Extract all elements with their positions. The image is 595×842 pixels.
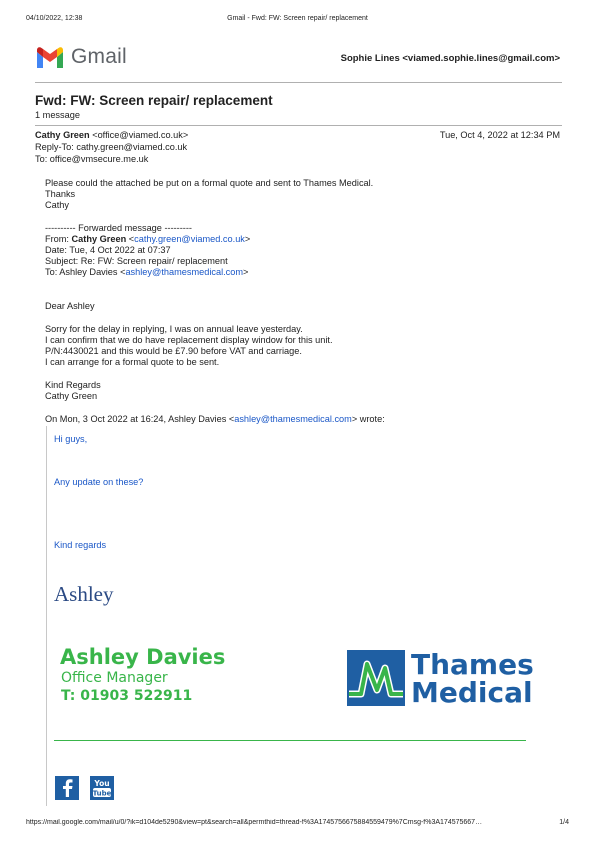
signature-name: Ashley: [54, 582, 114, 606]
quoted-intro-text: On Mon, 3 Oct 2022 at 16:24, Ashley Davies <: [45, 414, 235, 424]
quote-bar: [46, 426, 47, 806]
quoted-intro-wrote: > wrote:: [351, 414, 385, 424]
body-line-1: Please could the attached be put on a formal quote and sent to Thames Medical.: [45, 178, 374, 188]
forward-greeting: Dear Ashley: [45, 301, 95, 311]
quoted-update: Any update on these?: [54, 477, 144, 487]
gmail-wordmark: Gmail: [71, 45, 127, 68]
thames-medical-logo: [347, 648, 534, 710]
quoted-intro: [45, 414, 385, 425]
reply-to: Reply-To: cathy.green@viamed.co.uk: [35, 142, 188, 152]
forward-signature: Cathy Green: [45, 391, 98, 401]
sender-name: Cathy Green: [35, 130, 90, 140]
forward-paragraph-3: P/N:4430021 and this would be £7.90 before VAT and carriage.: [45, 346, 302, 356]
gmail-logo[interactable]: [35, 44, 135, 70]
thread-subject: Fwd: FW: Screen repair/ replacement: [35, 93, 273, 108]
card-phone: T: 01903 522911: [61, 688, 193, 704]
forward-to-bracket-close: >: [243, 267, 249, 277]
message-date: Tue, Oct 4, 2022 at 12:34 PM: [439, 130, 560, 140]
quoted-hi: Hi guys,: [54, 434, 88, 444]
thames-medical-emblem-icon: [347, 650, 405, 706]
facebook-f-glyph: [60, 779, 74, 797]
subject-divider: [35, 125, 562, 126]
thames-line-1: Thames: [411, 648, 534, 681]
thames-line-2: Medical: [411, 676, 533, 709]
card-name: Ashley Davies: [60, 645, 226, 669]
forward-from-bracket-open: <: [126, 234, 135, 244]
forward-from-bracket-close: >: [244, 234, 251, 244]
forward-separator: ---------- Forwarded message ---------: [45, 223, 192, 233]
to-line: To: office@vmsecure.me.uk: [35, 154, 149, 164]
message-count: 1 message: [35, 110, 80, 120]
forward-to: [45, 267, 248, 278]
header-divider: [35, 82, 562, 83]
forward-from-label: From:: [45, 234, 72, 244]
quoted-regards: Kind regards: [54, 540, 107, 550]
gmail-m-icon: [35, 46, 65, 69]
quoted-intro-email-link[interactable]: ashley@thamesmedical.com: [234, 414, 352, 424]
account-label: Sophie Lines <viamed.sophie.lines@gmail.com>: [340, 53, 560, 64]
forward-date: Date: Tue, 4 Oct 2022 at 07:37: [45, 245, 171, 255]
forward-subject: Subject: Re: FW: Screen repair/ replacement: [45, 256, 228, 266]
forward-from-name: Cathy Green: [71, 234, 127, 244]
forward-paragraph-4: I can arrange for a formal quote to be sent.: [45, 357, 220, 367]
signature-divider: [54, 740, 526, 741]
print-footer-page: 1/4: [559, 819, 569, 826]
print-datetime: 04/10/2022, 12:38: [26, 15, 83, 22]
body-line-2: Thanks: [45, 189, 76, 199]
print-footer-url: https://mail.google.com/mail/u/0/?ik=d104de5290&view=pt&search=all&permthid=thread-f%3A1745756675884559479%7Cmsg-f%3A174575667…: [26, 819, 483, 826]
forward-signoff: Kind Regards: [45, 380, 101, 390]
forward-to-label: To: Ashley Davies <: [45, 267, 126, 277]
print-page-title: Gmail - Fwd: FW: Screen repair/ replacement: [227, 15, 368, 22]
youtube-icon[interactable]: [90, 776, 114, 800]
sender-email: <office@viamed.co.uk>: [92, 130, 189, 140]
forward-to-email-link[interactable]: ashley@thamesmedical.com: [125, 267, 244, 277]
facebook-icon[interactable]: [55, 776, 79, 800]
youtube-glyph: [92, 777, 112, 799]
svg-text:You: You: [94, 779, 110, 788]
forward-from-email-link[interactable]: cathy.green@viamed.co.uk: [134, 234, 245, 244]
forward-from: [45, 234, 250, 245]
forward-paragraph-1: Sorry for the delay in replying, I was on annual leave yesterday.: [45, 324, 303, 334]
card-title: Office Manager: [61, 670, 168, 686]
forward-paragraph-2: I can confirm that we do have replacement display window for this unit.: [45, 335, 333, 345]
body-line-3: Cathy: [45, 200, 70, 210]
svg-text:Tube: Tube: [92, 789, 112, 798]
sender-line: [35, 130, 188, 141]
